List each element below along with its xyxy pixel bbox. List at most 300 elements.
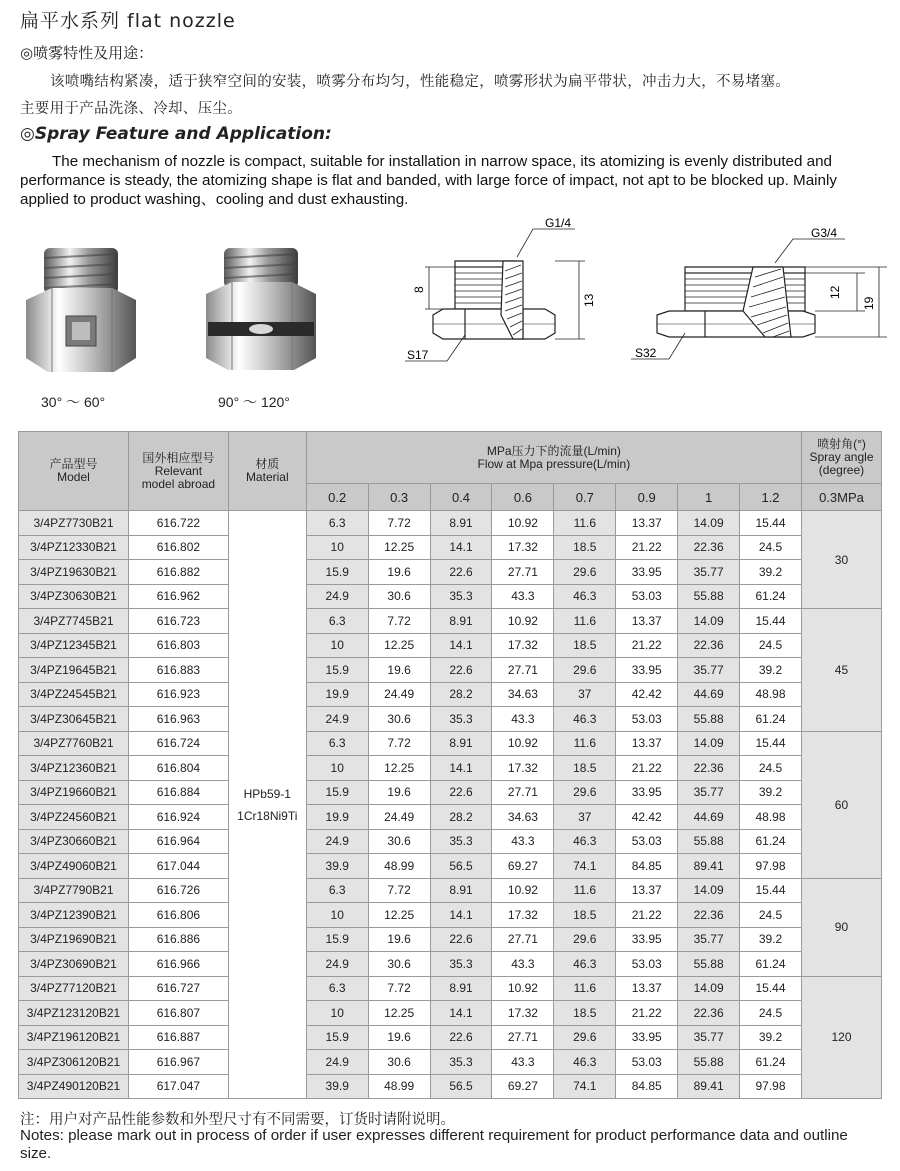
- cell-flow: 19.6: [368, 1025, 430, 1050]
- header-model-cn: 产品型号: [49, 457, 98, 471]
- cell-flow: 61.24: [740, 584, 802, 609]
- cn-description-line1: 该喷嘴结构紧凑，适于狭窄空间的安装，喷雾分布均匀，性能稳定，喷雾形状为扁平带状，冲击力大，不易堵塞。: [50, 74, 790, 90]
- cell-spray-angle: 60: [801, 731, 881, 878]
- cell-abroad-model: 616.722: [128, 511, 228, 536]
- cell-flow: 18.5: [554, 633, 616, 658]
- cell-abroad-model: 616.807: [128, 1001, 228, 1026]
- table-row: [19, 1074, 882, 1099]
- cell-flow: 18.5: [554, 756, 616, 781]
- cell-flow: 48.98: [740, 805, 802, 830]
- cell-flow: 21.22: [616, 1001, 678, 1026]
- cell-spray-angle: 90: [801, 878, 881, 976]
- cell-flow: 21.22: [616, 535, 678, 560]
- cell-flow: 43.3: [492, 584, 554, 609]
- cell-flow: 7.72: [368, 609, 430, 634]
- header-pressure: 0.4: [430, 484, 492, 511]
- cell-flow: 6.3: [306, 731, 368, 756]
- cell-flow: 33.95: [616, 658, 678, 683]
- cell-flow: 13.37: [616, 878, 678, 903]
- cell-flow: 24.9: [306, 584, 368, 609]
- cell-flow: 15.9: [306, 927, 368, 952]
- cell-flow: 55.88: [678, 1050, 740, 1075]
- cell-flow: 22.6: [430, 1025, 492, 1050]
- header-abroad-cn: 国外相应型号: [142, 450, 215, 465]
- cell-model: 3/4PZ12330B21: [19, 535, 129, 560]
- cell-flow: 53.03: [616, 829, 678, 854]
- cell-flow: 42.42: [616, 805, 678, 830]
- cell-flow: 10: [306, 1001, 368, 1026]
- header-flow: [306, 432, 801, 484]
- cell-abroad-model: 616.723: [128, 609, 228, 634]
- cell-flow: 10.92: [492, 511, 554, 536]
- cell-flow: 10: [306, 903, 368, 928]
- table-row: [19, 682, 882, 707]
- cell-flow: 14.09: [678, 511, 740, 536]
- cell-flow: 22.36: [678, 903, 740, 928]
- cell-flow: 35.77: [678, 658, 740, 683]
- cell-flow: 84.85: [616, 854, 678, 879]
- header-model-en: Model: [57, 470, 90, 484]
- cell-flow: 35.3: [430, 952, 492, 977]
- cell-flow: 6.3: [306, 609, 368, 634]
- cell-flow: 15.44: [740, 878, 802, 903]
- cell-abroad-model: 616.727: [128, 976, 228, 1001]
- cell-flow: 30.6: [368, 1050, 430, 1075]
- cell-abroad-model: 616.923: [128, 682, 228, 707]
- cell-flow: 30.6: [368, 584, 430, 609]
- cell-flow: 29.6: [554, 658, 616, 683]
- cell-flow: 33.95: [616, 927, 678, 952]
- drawing2-hex-label: S32: [635, 346, 657, 360]
- cell-flow: 13.37: [616, 731, 678, 756]
- header-angle-en2: (degree): [818, 463, 865, 477]
- cell-flow: 34.63: [492, 805, 554, 830]
- cell-flow: 29.6: [554, 1025, 616, 1050]
- cell-flow: 10.92: [492, 976, 554, 1001]
- cell-flow: 15.9: [306, 1025, 368, 1050]
- cell-flow: 24.9: [306, 1050, 368, 1075]
- cell-flow: 17.32: [492, 1001, 554, 1026]
- cell-flow: 30.6: [368, 829, 430, 854]
- table-row: [19, 511, 882, 536]
- cell-flow: 19.9: [306, 682, 368, 707]
- en-section-heading: ◎Spray Feature and Application:: [20, 124, 332, 144]
- cell-flow: 97.98: [740, 1074, 802, 1099]
- cell-flow: 46.3: [554, 1050, 616, 1075]
- table-row: [19, 854, 882, 879]
- cell-flow: 46.3: [554, 952, 616, 977]
- table-row: [19, 707, 882, 732]
- cell-flow: 14.09: [678, 731, 740, 756]
- cell-flow: 61.24: [740, 829, 802, 854]
- cell-model: 3/4PZ7760B21: [19, 731, 129, 756]
- cell-flow: 8.91: [430, 511, 492, 536]
- cell-flow: 44.69: [678, 805, 740, 830]
- header-material-cn: 材质: [255, 457, 280, 471]
- cn-description-line2: 主要用于产品洗涤、冷却、压尘。: [20, 101, 242, 117]
- cell-abroad-model: 616.967: [128, 1050, 228, 1075]
- cell-flow: 27.71: [492, 560, 554, 585]
- header-spray-angle: [801, 432, 881, 484]
- header-pressure: 1: [678, 484, 740, 511]
- cell-flow: 10.92: [492, 609, 554, 634]
- drawing-g34-nozzle: [625, 215, 890, 375]
- cell-flow: 12.25: [368, 1001, 430, 1026]
- cell-flow: 14.09: [678, 976, 740, 1001]
- cell-flow: 15.9: [306, 560, 368, 585]
- cell-flow: 84.85: [616, 1074, 678, 1099]
- drawing2-dim-height-short: 12: [828, 285, 842, 299]
- cell-model: 3/4PZ306120B21: [19, 1050, 129, 1075]
- cell-abroad-model: 616.882: [128, 560, 228, 585]
- cell-flow: 33.95: [616, 780, 678, 805]
- table-row: [19, 560, 882, 585]
- en-description: The mechanism of nozzle is compact, suitable for installation in narrow space, its atomizing is evenly distributed and performance is steady, the atomizing shape is flat and banded, with large force of impact, not apt to be blocked up. Mainly applied to product washing、cooling and dust exhausting.: [20, 153, 837, 208]
- cell-flow: 22.6: [430, 780, 492, 805]
- cell-flow: 24.9: [306, 952, 368, 977]
- header-angle-pressure: 0.3MPa: [801, 484, 881, 511]
- cell-flow: 22.36: [678, 633, 740, 658]
- cell-flow: 37: [554, 805, 616, 830]
- cell-flow: 42.42: [616, 682, 678, 707]
- cell-flow: 24.9: [306, 707, 368, 732]
- cn-section-heading: ◎喷雾特性及用途：: [20, 44, 154, 62]
- cell-flow: 7.72: [368, 878, 430, 903]
- cell-abroad-model: 616.924: [128, 805, 228, 830]
- table-row: [19, 1001, 882, 1026]
- cell-flow: 11.6: [554, 878, 616, 903]
- cell-abroad-model: 616.964: [128, 829, 228, 854]
- cell-flow: 15.44: [740, 976, 802, 1001]
- cell-flow: 19.6: [368, 927, 430, 952]
- drawing2-dim-height-total: 19: [862, 296, 876, 310]
- cell-flow: 12.25: [368, 535, 430, 560]
- cell-flow: 6.3: [306, 976, 368, 1001]
- cell-flow: 13.37: [616, 609, 678, 634]
- cell-model: 3/4PZ12360B21: [19, 756, 129, 781]
- cell-abroad-model: 616.803: [128, 633, 228, 658]
- header-material-en: Material: [245, 470, 289, 484]
- drawing2-thread-label: G3/4: [811, 226, 838, 240]
- cell-model: 3/4PZ19645B21: [19, 658, 129, 683]
- cell-flow: 29.6: [554, 927, 616, 952]
- cell-model: 3/4PZ196120B21: [19, 1025, 129, 1050]
- cell-flow: 14.09: [678, 609, 740, 634]
- cell-flow: 13.37: [616, 976, 678, 1001]
- cell-flow: 8.91: [430, 878, 492, 903]
- cell-flow: 14.1: [430, 1001, 492, 1026]
- cell-flow: 6.3: [306, 878, 368, 903]
- cell-flow: 22.6: [430, 658, 492, 683]
- table-row: [19, 1025, 882, 1050]
- cell-abroad-model: 616.886: [128, 927, 228, 952]
- cell-flow: 55.88: [678, 952, 740, 977]
- cell-flow: 39.2: [740, 780, 802, 805]
- header-abroad-en1: Relevant: [154, 463, 203, 478]
- cell-flow: 48.99: [368, 1074, 430, 1099]
- header-pressure: 0.7: [554, 484, 616, 511]
- table-row: [19, 609, 882, 634]
- cell-flow: 14.1: [430, 756, 492, 781]
- page-title: 扁平水系列 flat nozzle: [20, 10, 236, 32]
- cell-flow: 22.36: [678, 1001, 740, 1026]
- table-row: [19, 878, 882, 903]
- cell-abroad-model: 616.806: [128, 903, 228, 928]
- cell-flow: 19.6: [368, 658, 430, 683]
- cell-flow: 27.71: [492, 927, 554, 952]
- cell-flow: 61.24: [740, 952, 802, 977]
- header-abroad-model: [128, 432, 228, 511]
- cell-flow: 35.3: [430, 1050, 492, 1075]
- cell-flow: 39.2: [740, 658, 802, 683]
- cell-flow: 18.5: [554, 1001, 616, 1026]
- header-pressure: 1.2: [740, 484, 802, 511]
- cell-flow: 21.22: [616, 633, 678, 658]
- cell-flow: 34.63: [492, 682, 554, 707]
- table-row: [19, 829, 882, 854]
- cell-model: 3/4PZ123120B21: [19, 1001, 129, 1026]
- cell-abroad-model: 616.724: [128, 731, 228, 756]
- cell-abroad-model: 616.884: [128, 780, 228, 805]
- cell-abroad-model: 616.962: [128, 584, 228, 609]
- header-angle-cn: 喷射角(°): [817, 437, 866, 451]
- table-row: [19, 756, 882, 781]
- header-flow-cn: MPa压力下的流量(L/min): [486, 443, 621, 458]
- cell-flow: 17.32: [492, 633, 554, 658]
- cell-flow: 43.3: [492, 707, 554, 732]
- drawing1-thread-label: G1/4: [545, 216, 572, 230]
- drawing-g14-nozzle: [395, 215, 610, 375]
- cell-flow: 37: [554, 682, 616, 707]
- cell-flow: 53.03: [616, 952, 678, 977]
- cell-flow: 10: [306, 633, 368, 658]
- cell-flow: 15.44: [740, 731, 802, 756]
- cell-flow: 55.88: [678, 707, 740, 732]
- table-row: [19, 1050, 882, 1075]
- cell-flow: 7.72: [368, 976, 430, 1001]
- cell-model: 3/4PZ12390B21: [19, 903, 129, 928]
- cell-flow: 55.88: [678, 829, 740, 854]
- header-angle-en1: Spray angle: [809, 450, 874, 464]
- cell-flow: 29.6: [554, 560, 616, 585]
- cell-flow: 24.5: [740, 756, 802, 781]
- cell-flow: 53.03: [616, 584, 678, 609]
- cell-flow: 8.91: [430, 731, 492, 756]
- cell-flow: 19.6: [368, 560, 430, 585]
- cell-flow: 12.25: [368, 903, 430, 928]
- cell-flow: 8.91: [430, 609, 492, 634]
- cell-flow: 17.32: [492, 756, 554, 781]
- cell-flow: 35.3: [430, 707, 492, 732]
- cell-flow: 10.92: [492, 731, 554, 756]
- cell-flow: 18.5: [554, 535, 616, 560]
- cell-model: 3/4PZ19660B21: [19, 780, 129, 805]
- cell-model: 3/4PZ30630B21: [19, 584, 129, 609]
- table-row: [19, 952, 882, 977]
- header-material: [228, 432, 306, 511]
- cell-flow: 28.2: [430, 682, 492, 707]
- cell-flow: 17.32: [492, 535, 554, 560]
- cell-model: 3/4PZ24545B21: [19, 682, 129, 707]
- header-pressure: 0.9: [616, 484, 678, 511]
- nozzle-photo-narrow: [22, 240, 140, 375]
- cell-model: 3/4PZ49060B21: [19, 854, 129, 879]
- cell-flow: 10.92: [492, 878, 554, 903]
- flow-spec-table: [18, 431, 882, 1099]
- cell-model: 3/4PZ30645B21: [19, 707, 129, 732]
- cell-flow: 35.3: [430, 584, 492, 609]
- note-cn: 注：用户对产品性能参数和外型尺寸有不同需要，订货时请附说明。: [20, 1112, 455, 1128]
- cell-flow: 22.6: [430, 927, 492, 952]
- cell-flow: 29.6: [554, 780, 616, 805]
- cell-flow: 11.6: [554, 609, 616, 634]
- cell-abroad-model: 616.804: [128, 756, 228, 781]
- cell-flow: 7.72: [368, 731, 430, 756]
- cell-flow: 28.2: [430, 805, 492, 830]
- cell-model: 3/4PZ19690B21: [19, 927, 129, 952]
- cell-flow: 24.5: [740, 903, 802, 928]
- table-row: [19, 658, 882, 683]
- cell-flow: 17.32: [492, 903, 554, 928]
- cell-flow: 21.22: [616, 756, 678, 781]
- cell-flow: 35.77: [678, 927, 740, 952]
- header-pressure: 0.2: [306, 484, 368, 511]
- drawing1-dim-height-total: 13: [582, 293, 596, 307]
- cell-flow: 15.44: [740, 609, 802, 634]
- cell-flow: 61.24: [740, 707, 802, 732]
- cell-abroad-model: 617.044: [128, 854, 228, 879]
- cell-flow: 43.3: [492, 829, 554, 854]
- cell-flow: 22.36: [678, 756, 740, 781]
- cell-flow: 35.77: [678, 1025, 740, 1050]
- cell-flow: 24.9: [306, 829, 368, 854]
- cell-flow: 56.5: [430, 854, 492, 879]
- cell-model: 3/4PZ30660B21: [19, 829, 129, 854]
- cell-model: 3/4PZ77120B21: [19, 976, 129, 1001]
- cell-flow: 22.6: [430, 560, 492, 585]
- cell-flow: 24.5: [740, 1001, 802, 1026]
- cell-flow: 13.37: [616, 511, 678, 536]
- cell-flow: 27.71: [492, 658, 554, 683]
- table-row: [19, 584, 882, 609]
- cell-flow: 15.9: [306, 780, 368, 805]
- cell-flow: 24.5: [740, 633, 802, 658]
- cell-abroad-model: 616.883: [128, 658, 228, 683]
- cell-flow: 69.27: [492, 1074, 554, 1099]
- cell-flow: 44.69: [678, 682, 740, 707]
- drawing1-dim-height-short: 8: [412, 286, 426, 293]
- cell-flow: 10: [306, 756, 368, 781]
- cell-flow: 6.3: [306, 511, 368, 536]
- cell-spray-angle: 45: [801, 609, 881, 732]
- cell-flow: 11.6: [554, 976, 616, 1001]
- cell-model: 3/4PZ19630B21: [19, 560, 129, 585]
- table-row: [19, 535, 882, 560]
- material-line: HPb59-1: [243, 786, 291, 801]
- cell-flow: 11.6: [554, 731, 616, 756]
- cell-flow: 35.77: [678, 780, 740, 805]
- cell-flow: 24.5: [740, 535, 802, 560]
- cell-abroad-model: 616.726: [128, 878, 228, 903]
- cell-flow: 15.44: [740, 511, 802, 536]
- header-model: [19, 432, 129, 511]
- cell-flow: 11.6: [554, 511, 616, 536]
- cell-flow: 43.3: [492, 952, 554, 977]
- cell-model: 3/4PZ7730B21: [19, 511, 129, 536]
- cell-flow: 12.25: [368, 633, 430, 658]
- note-en: Notes: please mark out in process of order if user expresses different requirement for product performance data and outline size.: [20, 1127, 848, 1162]
- cell-flow: 56.5: [430, 1074, 492, 1099]
- table-row: [19, 633, 882, 658]
- table-row: [19, 805, 882, 830]
- cell-flow: 10: [306, 535, 368, 560]
- cell-flow: 53.03: [616, 1050, 678, 1075]
- cell-flow: 33.95: [616, 1025, 678, 1050]
- cell-flow: 14.1: [430, 633, 492, 658]
- cell-model: 3/4PZ490120B21: [19, 1074, 129, 1099]
- cell-model: 3/4PZ30690B21: [19, 952, 129, 977]
- cell-flow: 12.25: [368, 756, 430, 781]
- cell-flow: 27.71: [492, 780, 554, 805]
- material-line: 1Cr18Ni9Ti: [237, 808, 298, 823]
- header-abroad-en2: model abroad: [141, 476, 216, 491]
- header-flow-en: Flow at Mpa pressure(L/min): [477, 456, 631, 471]
- cell-spray-angle: 30: [801, 511, 881, 609]
- cell-flow: 14.1: [430, 535, 492, 560]
- cell-flow: 30.6: [368, 707, 430, 732]
- cell-flow: 19.6: [368, 780, 430, 805]
- cell-model: 3/4PZ24560B21: [19, 805, 129, 830]
- cell-flow: 35.3: [430, 829, 492, 854]
- cell-flow: 74.1: [554, 1074, 616, 1099]
- cell-model: 3/4PZ12345B21: [19, 633, 129, 658]
- cell-flow: 18.5: [554, 903, 616, 928]
- cell-abroad-model: 616.887: [128, 1025, 228, 1050]
- cell-flow: 97.98: [740, 854, 802, 879]
- header-pressure: 0.6: [492, 484, 554, 511]
- cell-flow: 39.2: [740, 927, 802, 952]
- cell-flow: 46.3: [554, 584, 616, 609]
- photo-caption-wide: 90° ～ 120°: [218, 394, 290, 410]
- table-row: [19, 731, 882, 756]
- cell-abroad-model: 616.963: [128, 707, 228, 732]
- photo-caption-narrow: 30° ～ 60°: [41, 394, 106, 410]
- cell-flow: 39.9: [306, 854, 368, 879]
- cell-flow: 48.99: [368, 854, 430, 879]
- cell-abroad-model: 616.802: [128, 535, 228, 560]
- cell-flow: 24.49: [368, 805, 430, 830]
- cell-flow: 39.2: [740, 560, 802, 585]
- cell-flow: 14.1: [430, 903, 492, 928]
- cell-flow: 22.36: [678, 535, 740, 560]
- nozzle-photo-wide: [202, 240, 320, 375]
- cell-flow: 19.9: [306, 805, 368, 830]
- cell-flow: 39.9: [306, 1074, 368, 1099]
- cell-flow: 8.91: [430, 976, 492, 1001]
- table-row: [19, 976, 882, 1001]
- cell-flow: 33.95: [616, 560, 678, 585]
- cell-spray-angle: 120: [801, 976, 881, 1099]
- cell-flow: 14.09: [678, 878, 740, 903]
- cell-flow: 39.2: [740, 1025, 802, 1050]
- cell-flow: 46.3: [554, 829, 616, 854]
- cell-flow: 61.24: [740, 1050, 802, 1075]
- cell-flow: 89.41: [678, 854, 740, 879]
- cell-abroad-model: 617.047: [128, 1074, 228, 1099]
- table-row: [19, 780, 882, 805]
- table-row: [19, 903, 882, 928]
- cell-flow: 30.6: [368, 952, 430, 977]
